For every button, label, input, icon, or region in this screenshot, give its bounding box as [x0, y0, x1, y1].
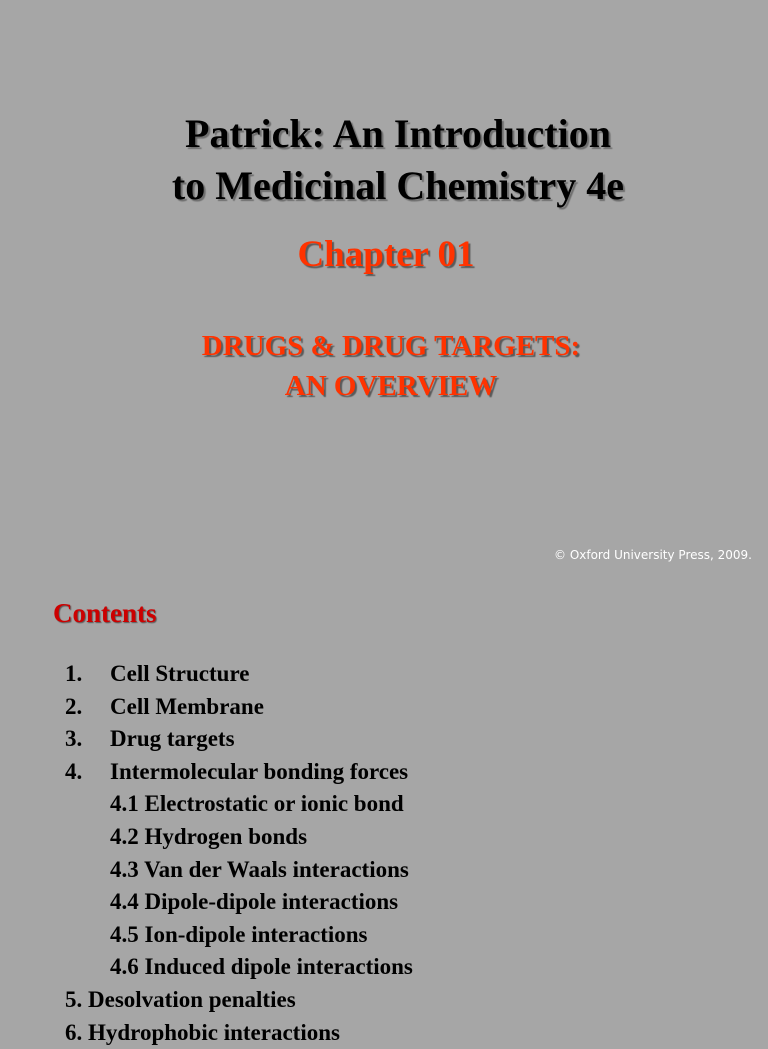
list-subitem: [0, 886, 768, 919]
slide-title: [0, 108, 768, 212]
list-subitem: [0, 788, 768, 821]
list-item: [0, 658, 768, 691]
list-item: [0, 691, 768, 724]
item-text: 4.5 Ion-dipole interactions: [110, 921, 368, 947]
list-subitem: [0, 919, 768, 952]
item-text: 6. Hydrophobic interactions: [65, 1019, 340, 1045]
item-text: 5. Desolvation penalties: [65, 986, 296, 1012]
slide-subtitle: [0, 326, 768, 406]
item-text: 4.1 Electrostatic or ionic bond: [110, 791, 404, 817]
item-text: 4.2 Hydrogen bonds: [110, 823, 308, 849]
item-text: 4.6 Induced dipole interactions: [110, 954, 413, 980]
subtitle-line-1: DRUGS & DRUG TARGETS:: [201, 330, 581, 362]
list-item: [0, 756, 768, 789]
table-of-contents: [0, 658, 768, 1049]
item-text: Cell Membrane: [110, 693, 264, 719]
list-item: [0, 1017, 768, 1049]
copyright-notice: © Oxford University Press, 2009.: [554, 548, 752, 562]
chapter-heading: Chapter 01: [297, 234, 475, 275]
title-line-1: Patrick: An Introduction: [185, 111, 611, 156]
list-subitem: [0, 951, 768, 984]
title-line-2: to Medicinal Chemistry 4e: [171, 163, 625, 208]
list-item: [0, 723, 768, 756]
item-number: 1.: [65, 661, 83, 686]
subtitle-line-2: AN OVERVIEW: [284, 370, 498, 402]
item-number: 3.: [65, 726, 83, 752]
item-number: 2.: [65, 693, 83, 719]
item-text: 4.4 Dipole-dipole interactions: [110, 889, 399, 915]
item-number: 4.: [65, 758, 83, 784]
item-text: Intermolecular bonding forces: [110, 758, 409, 784]
item-text: 4.3 Van der Waals interactions: [110, 856, 409, 882]
list-subitem: [0, 854, 768, 887]
list-subitem: [0, 821, 768, 854]
list-item: [0, 984, 768, 1017]
item-text: Drug targets: [110, 726, 235, 752]
contents-heading: Contents: [53, 598, 157, 628]
item-text: Cell Structure: [110, 661, 250, 686]
